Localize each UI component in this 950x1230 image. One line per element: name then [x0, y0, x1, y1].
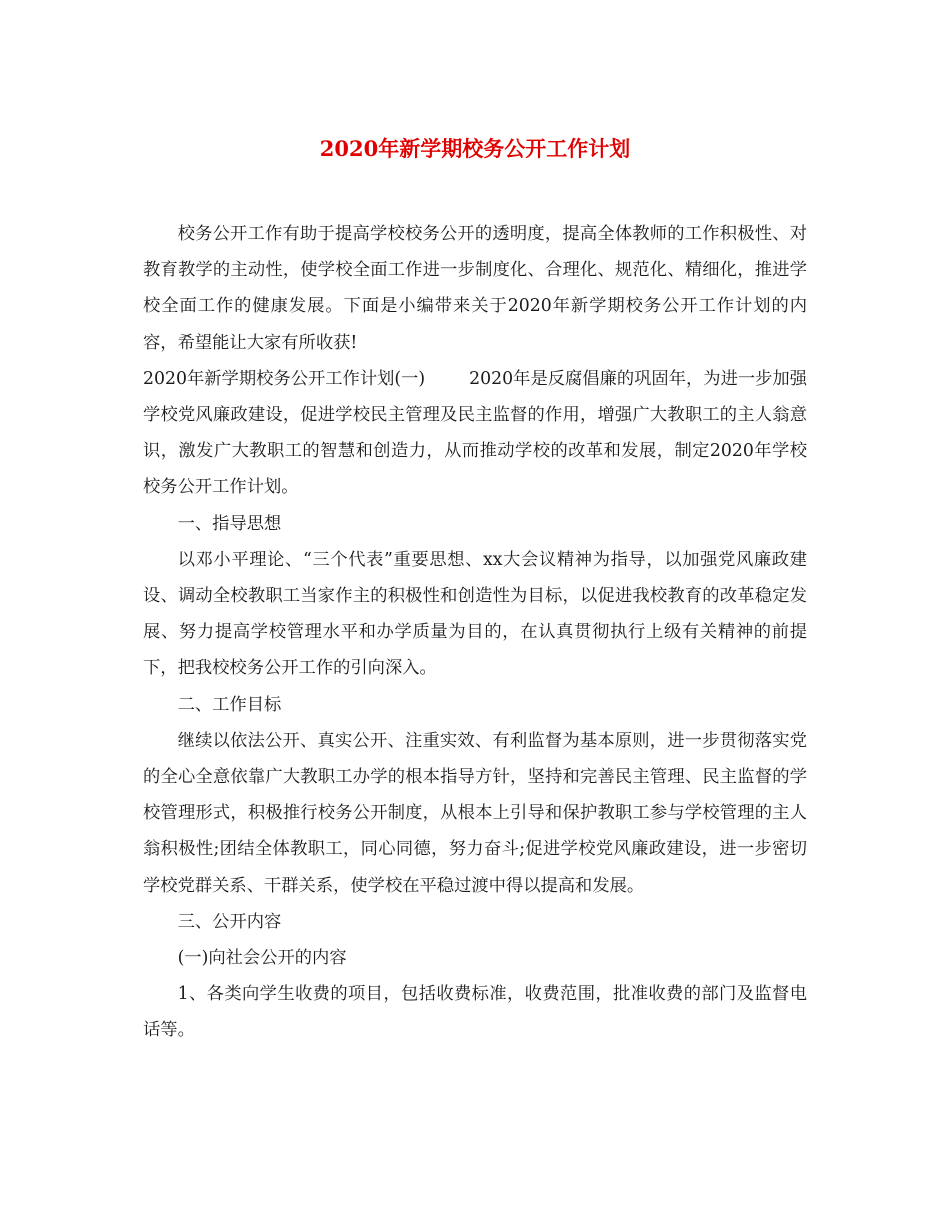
section-heading-public-content: 三、公开内容	[177, 911, 282, 932]
plan-intro-text: 2020年是反腐倡廉的巩固年，为进一步加强学校党风廉政建设，促进学校民主管理及民主监督的作用，增强广大教职工的主人翁意识，激发广大教职工的智慧和创造力，从而推动学校的改革和发展，制定2020年学校校务公开工作计划。	[143, 368, 807, 498]
plan-intro-paragraph	[143, 361, 807, 506]
document-body	[143, 216, 807, 1049]
section-heading-guiding-thought: 一、指导思想	[177, 513, 282, 534]
section-heading-work-goals: 二、工作目标	[177, 694, 282, 715]
guiding-thought-paragraph: 以邓小平理论、“三个代表”重要思想、xx大会议精神为指导，以加强党风廉政建设、调动全校教职工当家作主的积极性和创造性为目标，以促进我校教育的改革稳定发展、努力提高学校管理水平和办学质量为目的，在认真贯彻执行上级有关精神的前提下，把我校校务公开工作的引向深入。	[143, 549, 807, 679]
work-goals-paragraph: 继续以依法公开、真实公开、注重实效、有利监督为基本原则，进一步贯彻落实党的全心全意依靠广大教职工办学的根本指导方针，坚持和完善民主管理、民主监督的学校管理形式，积极推行校务公开制度，从根本上引导和保护教职工参与学校管理的主人翁积极性;团结全体教职工，同心同德，努力奋斗;促进学校党风廉政建设，进一步密切学校党群关系、干群关系，使学校在平稳过渡中得以提高和发展。	[143, 730, 807, 896]
document-title: 2020年新学期校务公开工作计划	[319, 136, 631, 161]
subsection-heading-public-to-society: (一)向社会公开的内容	[177, 948, 347, 969]
intro-paragraph: 校务公开工作有助于提高学校校务公开的透明度，提高全体教师的工作积极性、对教育教学的主动性，使学校全面工作进一步制度化、合理化、规范化、精细化，推进学校全面工作的健康发展。下面是小编带来关于2020年新学期校务公开工作计划的内容，希望能让大家有所收获!	[143, 224, 807, 353]
list-item-fees: 1、各类向学生收费的项目，包括收费标准，收费范围，批准收费的部门及监督电话等。	[143, 984, 807, 1041]
plan-heading: 2020年新学期校务公开工作计划(一)	[143, 368, 426, 389]
